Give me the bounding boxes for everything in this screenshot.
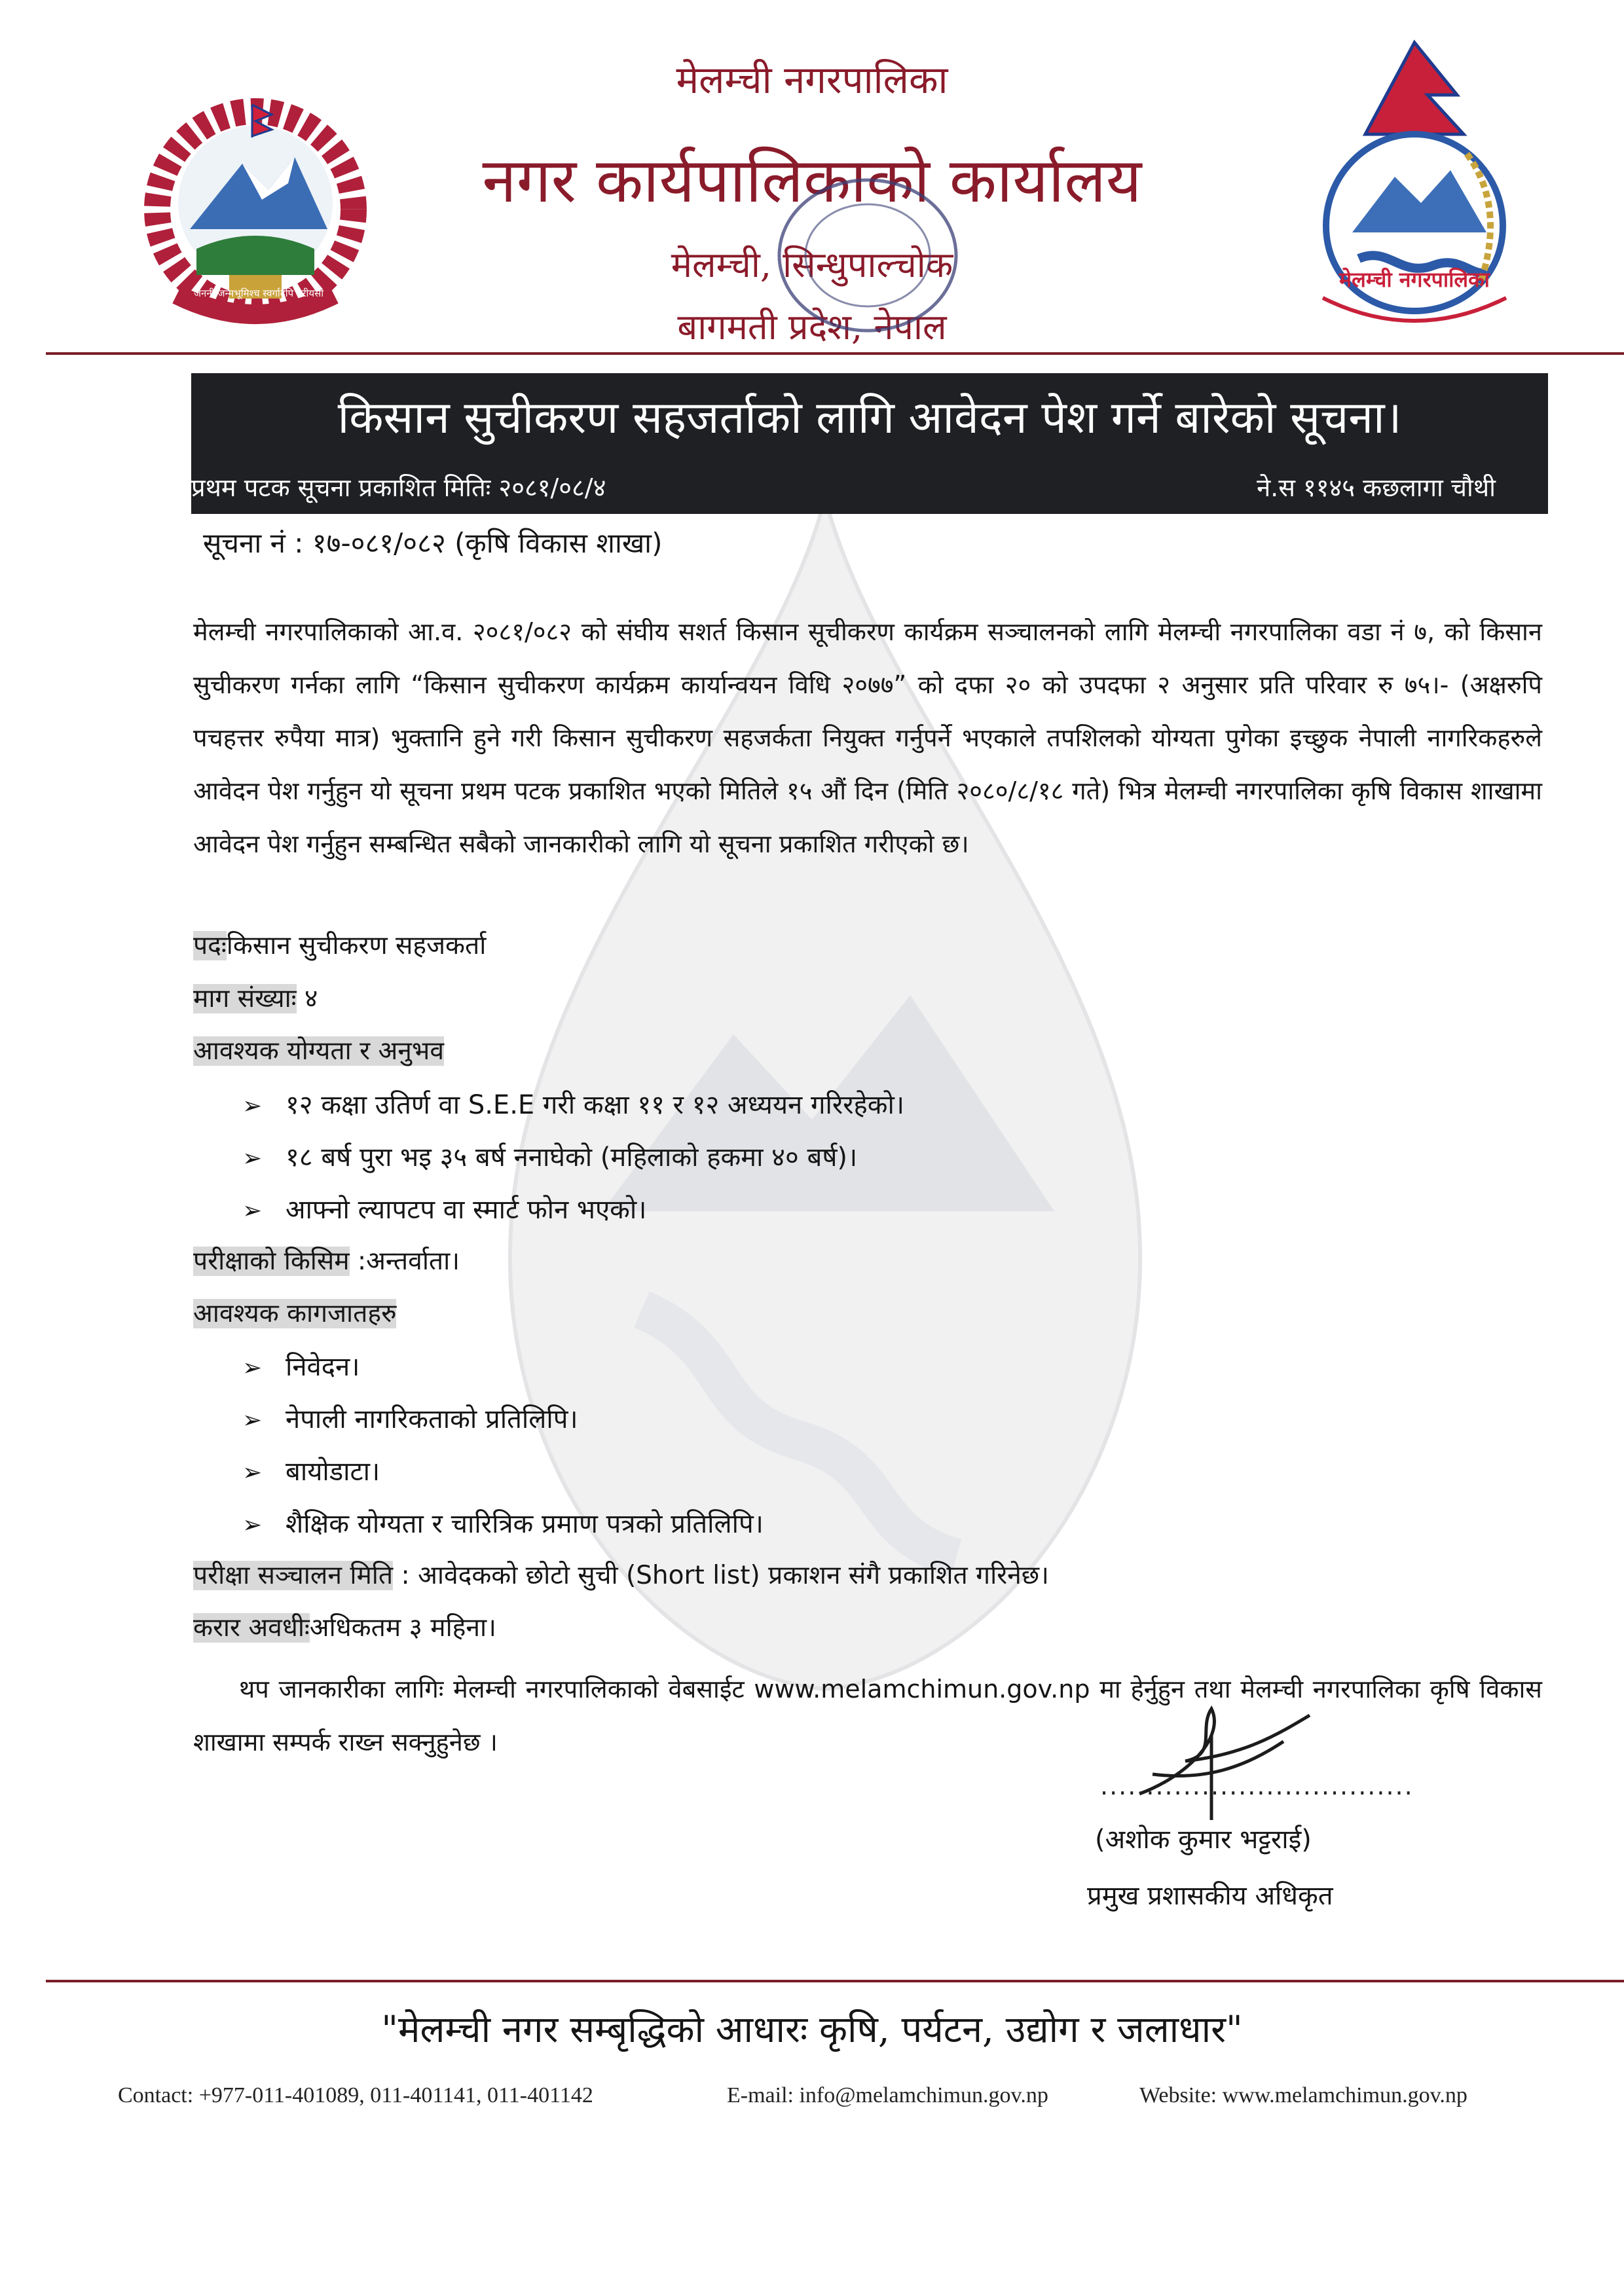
office-stamp (769, 164, 966, 347)
contract-label: करार अवधीः (193, 1613, 310, 1643)
office-name: नगर कार्यपालिकाको कार्यालय (482, 145, 1142, 217)
arrow-bullet-icon: ➢ (242, 1197, 263, 1224)
header-divider (46, 352, 1624, 355)
exam-date-value: : आवेदकको छोटो सुची (Short list) प्रकाशन संगै प्रकाशित गरिनेछ। (401, 1561, 1049, 1590)
footer-website: Website: www.melamchimun.gov.np (1139, 2083, 1467, 2107)
contract-row (193, 1609, 496, 1644)
arrow-bullet-icon: ➢ (242, 1512, 263, 1539)
publish-date: प्रथम पटक सूचना प्रकाशित मितिः २०८१/०८/४ (191, 473, 606, 502)
exam-date-row (193, 1557, 1049, 1592)
arrow-bullet-icon: ➢ (242, 1407, 263, 1434)
demand-label: माग संख्याः (193, 984, 297, 1013)
emblem-motto: जननी जन्मभूमिश्च स्वर्गादपि गरीयसी (193, 287, 324, 299)
signatory-name: (अशोक कुमार भट्टराई) (1095, 1825, 1312, 1855)
more-info: थप जानकारीका लागिः मेलम्ची नगरपालिकाको वेबसाईट www.melamchimun.gov.np मा हेर्नुहुन तथा मेलम्ची नगरपालिका कृषि विकास शाखामा सम्पर्क राख्न सक्नुहुनेछ । (193, 1675, 1542, 1757)
document-item: ➢ बायोडाटा। (242, 1457, 380, 1487)
documents-label: आवश्यक कागजातहरु (193, 1299, 397, 1328)
post-label: पदः (193, 931, 227, 960)
contract-value: अधिकतम ३ महिना। (309, 1613, 496, 1643)
notice-banner (191, 373, 1548, 514)
qualification-item: ➢ आफ्नो ल्यापटप वा स्मार्ट फोन भएको। (242, 1195, 647, 1225)
post-row (193, 927, 486, 962)
signatory-title: प्रमुख प्रशासकीय अधिकृत (1087, 1881, 1333, 1911)
exam-date-label: परीक्षा सञ्चालन मिति (193, 1561, 394, 1590)
exam-type-value: :अन्तर्वाता। (357, 1247, 460, 1276)
notice-number: सूचना नं : १७-०८१/०८२ (कृषि विकास शाखा) (203, 527, 663, 559)
footer-contact: Contact: +977-011-401089, 011-401141, 011-401142 (118, 2083, 593, 2107)
document-item: ➢ निवेदन। (242, 1352, 360, 1382)
qualification-item: ➢ १२ कक्षा उतिर्ण वा S.E.E गरी कक्षा ११ र १२ अध्ययन गरिरहेको। (242, 1090, 905, 1120)
demand-value: ४ (304, 984, 318, 1013)
post-value: किसान सुचीकरण सहजकर्ता (226, 931, 487, 960)
signature-scribble (1113, 1696, 1329, 1827)
qualification-heading (193, 1032, 444, 1067)
logo-caption: मेलम्ची नगरपालिका (1339, 267, 1490, 292)
footer-divider (46, 1980, 1624, 1982)
qualification-item: ➢ १८ बर्ष पुरा भइ ३५ बर्ष ननाघेको (महिलाको हकमा ४० बर्ष)। (242, 1142, 858, 1173)
municipality-slogan: "मेलम्ची नगर सम्बृद्धिको आधारः कृषि, पर्यटन, उद्योग र जलाधार" (381, 2009, 1243, 2051)
province-name: बागमती प्रदेश, नेपाल (677, 306, 947, 348)
signature-line: .................................. (1100, 1772, 1414, 1800)
document-item: ➢ नेपाली नागरिकताको प्रतिलिपि। (242, 1404, 578, 1434)
document-item: ➢ शैक्षिक योग्यता र चारित्रिक प्रमाण पत्रको प्रतिलिपि। (242, 1509, 764, 1539)
exam-type-label: परीक्षाको किसिम (193, 1247, 350, 1276)
demand-row (193, 980, 318, 1015)
nepal-sambat-date: ने.स ११४५ कछलागा चौथी (1257, 473, 1496, 502)
notice-body: मेलम्ची नगरपालिकाको आ.व. २०८१/०८२ को संघीय सशर्त किसान सूचीकरण कार्यक्रम सञ्चालनको लागि मेलम्ची नगरपालिका वडा नं ७, को किसान सुचीकरण गर्नका लागि “किसान सुचीकरण कार्यक्रम कार्यान्वयन विधि २०७७” को दफा २० को उपदफा २ अनुसार प्रति परिवार रु ७५।- (अक्षरुपि पचहत्तर रुपैया मात्र) भुक्तानि हुने गरी किसान सुचीकरण सहजर्कता नियुक्त गर्नुपर्ने भएकाले तपशिलको योग्यता पुगेका इच्छुक नेपाली नागरिकहरुले आवेदन पेश गर्नुहुन यो सूचना प्रथम पटक प्रकाशित भएको मितिले १५ औं दिन (मिति २०८०/८/१८ गते) भित्र मेलम्ची नगरपालिका कृषि विकास शाखामा आवेदन पेश गर्नुहुन सम्बन्धित सबैको जानकारीको लागि यो सूचना प्रकाशित गरीएको छ। (193, 617, 1542, 858)
municipality-name: मेलम्ची नगरपालिका (676, 58, 948, 102)
arrow-bullet-icon: ➢ (242, 1093, 263, 1120)
office-address: मेलम्ची, सिन्धुपाल्चोक (671, 244, 953, 285)
exam-type-row (193, 1243, 460, 1277)
footer-email: E-mail: info@melamchimun.gov.np (727, 2083, 1048, 2107)
documents-heading (193, 1295, 396, 1330)
arrow-bullet-icon: ➢ (242, 1355, 263, 1381)
arrow-bullet-icon: ➢ (242, 1459, 263, 1486)
notice-title: किसान सुचीकरण सहजर्ताको लागि आवेदन पेश गर्ने बारेको सूचना। (337, 392, 1402, 444)
arrow-bullet-icon: ➢ (242, 1145, 263, 1172)
qualification-label: आवश्यक योग्यता र अनुभव (193, 1036, 445, 1066)
